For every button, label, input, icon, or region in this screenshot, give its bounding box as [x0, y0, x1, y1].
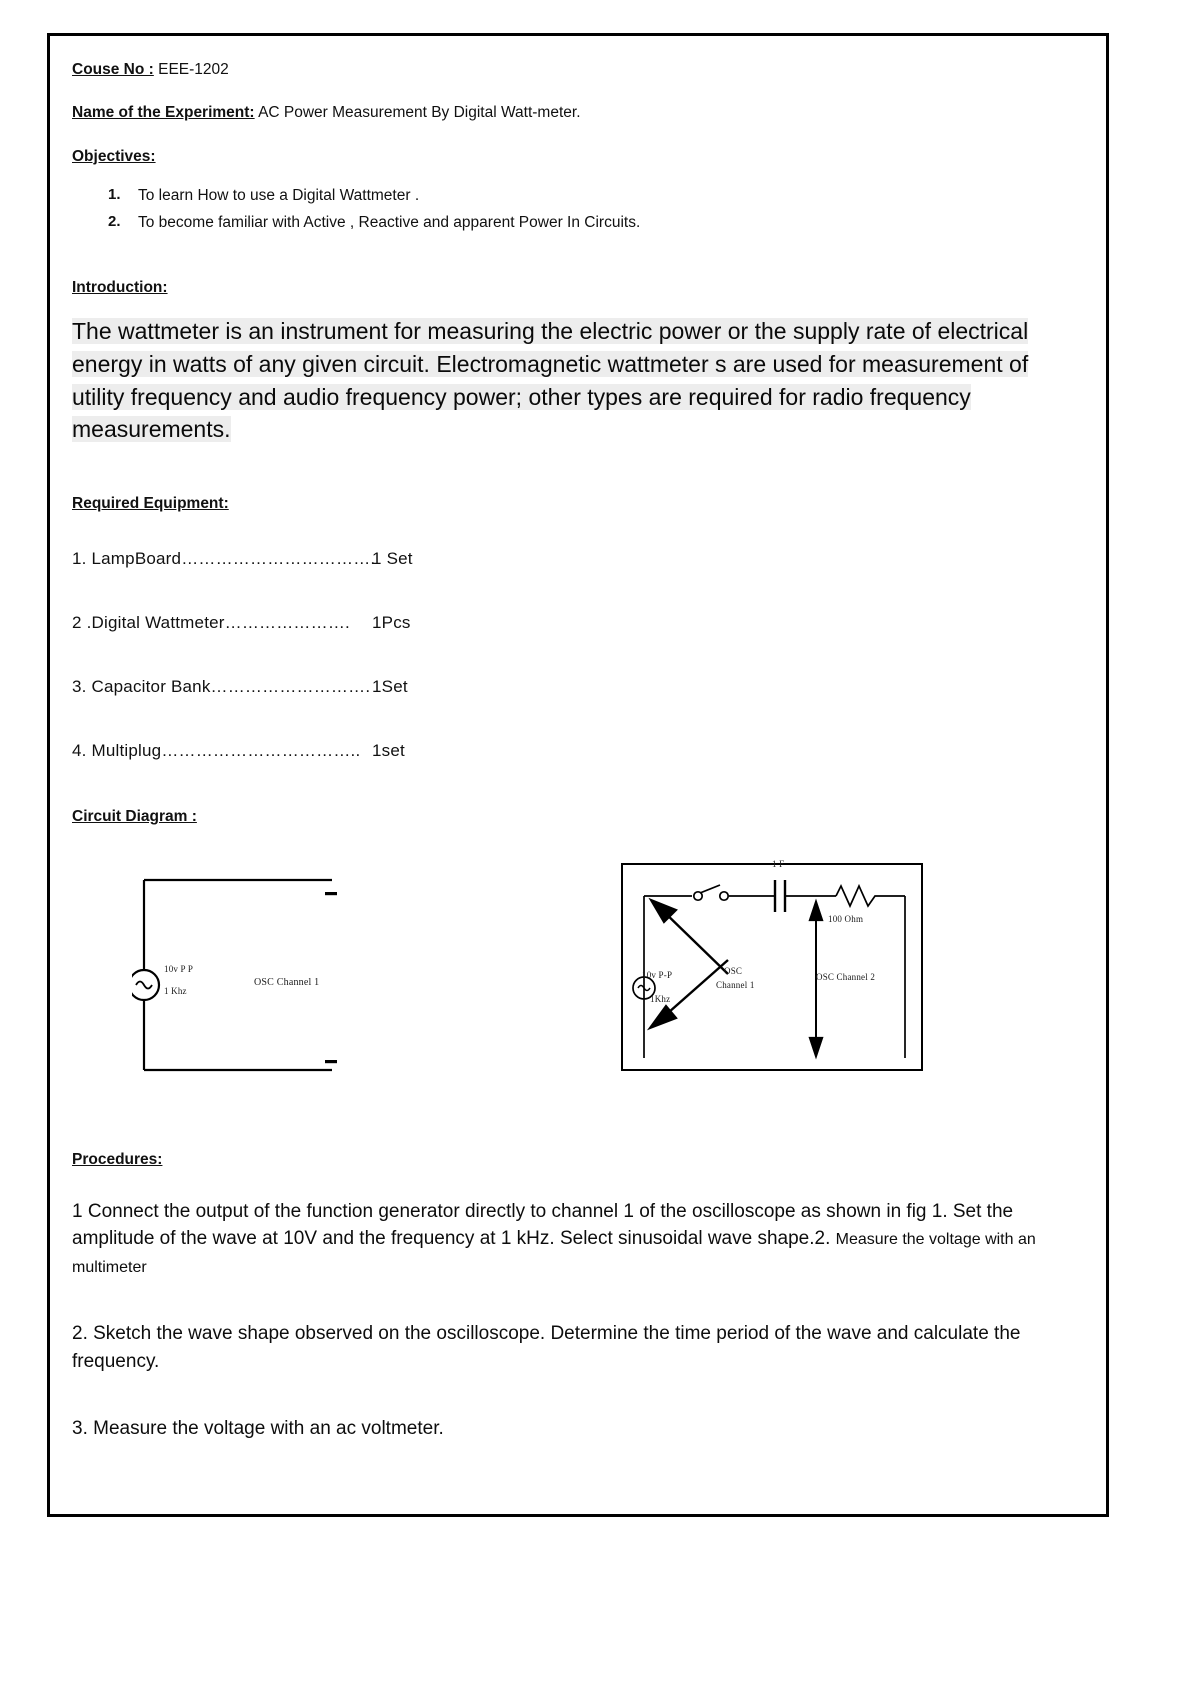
course-value: EEE-1202: [158, 61, 229, 78]
objective-text: To become familiar with Active , Reactive and apparent Power In Circuits.: [138, 213, 641, 231]
equipment-name: 4. Multiplug……………………………..: [72, 741, 361, 761]
resistor-zigzag: [836, 886, 905, 906]
objective-number: 1.: [108, 185, 121, 203]
equipment-list: [72, 549, 1084, 761]
experiment-label: Name of the Experiment:: [72, 104, 255, 122]
equipment-qty: 1 Set: [372, 549, 413, 569]
procedure-1-main: 1 Connect the output of the function generator directly to channel 1 of the oscilloscope as shown in fig 1. Set the amplitude of the wave at 10V and the frequency at 1 kHz. Select sinusoidal wave shape.2.: [72, 1200, 1014, 1250]
equipment-row: [72, 613, 1084, 633]
terminal-marks: [325, 892, 337, 1063]
objectives-label: Objectives:: [72, 147, 156, 165]
d2-scope-channel-2-label: OSC Channel 2: [816, 972, 876, 983]
introduction-label: Introduction:: [72, 279, 168, 296]
d1-scope-channel-label: OSC Channel 1: [254, 977, 320, 989]
objective-item: [72, 209, 1084, 236]
objective-number: 2.: [108, 212, 121, 230]
document-page-frame: [47, 33, 1109, 1517]
spacer: [72, 125, 1084, 145]
d1-source-frequency-label: 1 Khz: [164, 986, 187, 997]
objective-text: To learn How to use a Digital Wattmeter .: [138, 186, 420, 204]
d1-source-amplitude-label: 10v P P: [164, 964, 194, 975]
introduction-text: The wattmeter is an instrument for measuring the electric power or the supply rate of electrical energy in watts of any given circuit. Electromagnetic wattmeter s are used for measurement of utility frequency and audio frequency power; other types are required for radio frequency measurements.: [72, 318, 1029, 443]
introduction-paragraph: [72, 315, 1057, 446]
procedure-1: [72, 1198, 1047, 1281]
experiment-line: [72, 101, 1084, 124]
terminal-bottom-dash: [325, 1060, 337, 1063]
d2-scope-channel-1b-label: Channel 1: [716, 980, 755, 991]
ac-source-sine: [136, 982, 152, 989]
diagram-2-border: [622, 864, 922, 1070]
equipment-name: 1. LampBoard…………………………….: [72, 549, 376, 569]
course-line: [72, 58, 1084, 81]
equipment-name: 3. Capacitor Bank……………………….: [72, 677, 371, 697]
d2-source-frequency-label: 1Khz: [650, 994, 671, 1005]
switch-blade: [700, 885, 720, 893]
required-equipment-label: Required Equipment:: [72, 494, 229, 512]
procedure-3: 3. Measure the voltage with an ac voltmeter.: [72, 1418, 444, 1440]
required-equipment-heading: [72, 492, 1084, 515]
equipment-name: 2 .Digital Wattmeter………………….: [72, 613, 350, 633]
d2-scope-channel-1-label: OSC: [724, 966, 743, 977]
equipment-qty: 1set: [372, 741, 405, 761]
course-label: Couse No :: [72, 61, 154, 78]
procedure-2: 2. Sketch the wave shape observed on the oscilloscope. Determine the time period of the wave and calculate the frequency.: [72, 1323, 1021, 1372]
d2-capacitor-label: 1 F: [772, 859, 785, 870]
circuit-diagram-heading: [72, 805, 1084, 828]
procedure-1-tail: Measure the voltage with an multimeter: [72, 1231, 1036, 1276]
procedures-heading: [72, 1148, 1084, 1171]
equipment-row: [72, 677, 1084, 697]
procedures-label: Procedures:: [72, 1151, 163, 1169]
equipment-row: [72, 549, 1084, 569]
objectives-list: [72, 182, 1084, 236]
probe-arrows: [650, 900, 822, 1056]
equipment-row: [72, 741, 1084, 761]
objective-item: [72, 182, 1084, 209]
circuit-diagram-2: [620, 848, 930, 1088]
spacer: [72, 81, 1084, 101]
circuit-diagram-label: Circuit Diagram :: [72, 808, 197, 826]
circuit-diagram-1: [132, 858, 382, 1078]
d2-resistor-label: 100 Ohm: [828, 914, 864, 925]
circuit-diagram-2-svg: [620, 848, 930, 1088]
equipment-qty: 1Set: [372, 677, 408, 697]
introduction-heading: [72, 276, 1084, 299]
document-content: [72, 58, 1084, 1443]
experiment-value: AC Power Measurement By Digital Watt-meter.: [258, 104, 581, 122]
terminal-top-dash: [325, 892, 337, 895]
equipment-qty: 1Pcs: [372, 613, 411, 633]
circuit-diagrams-area: [72, 850, 1084, 1100]
objectives-heading: [72, 145, 1084, 168]
switch-pole-right: [720, 892, 728, 900]
d2-source-amplitude-label: 10v P-P: [642, 970, 673, 981]
